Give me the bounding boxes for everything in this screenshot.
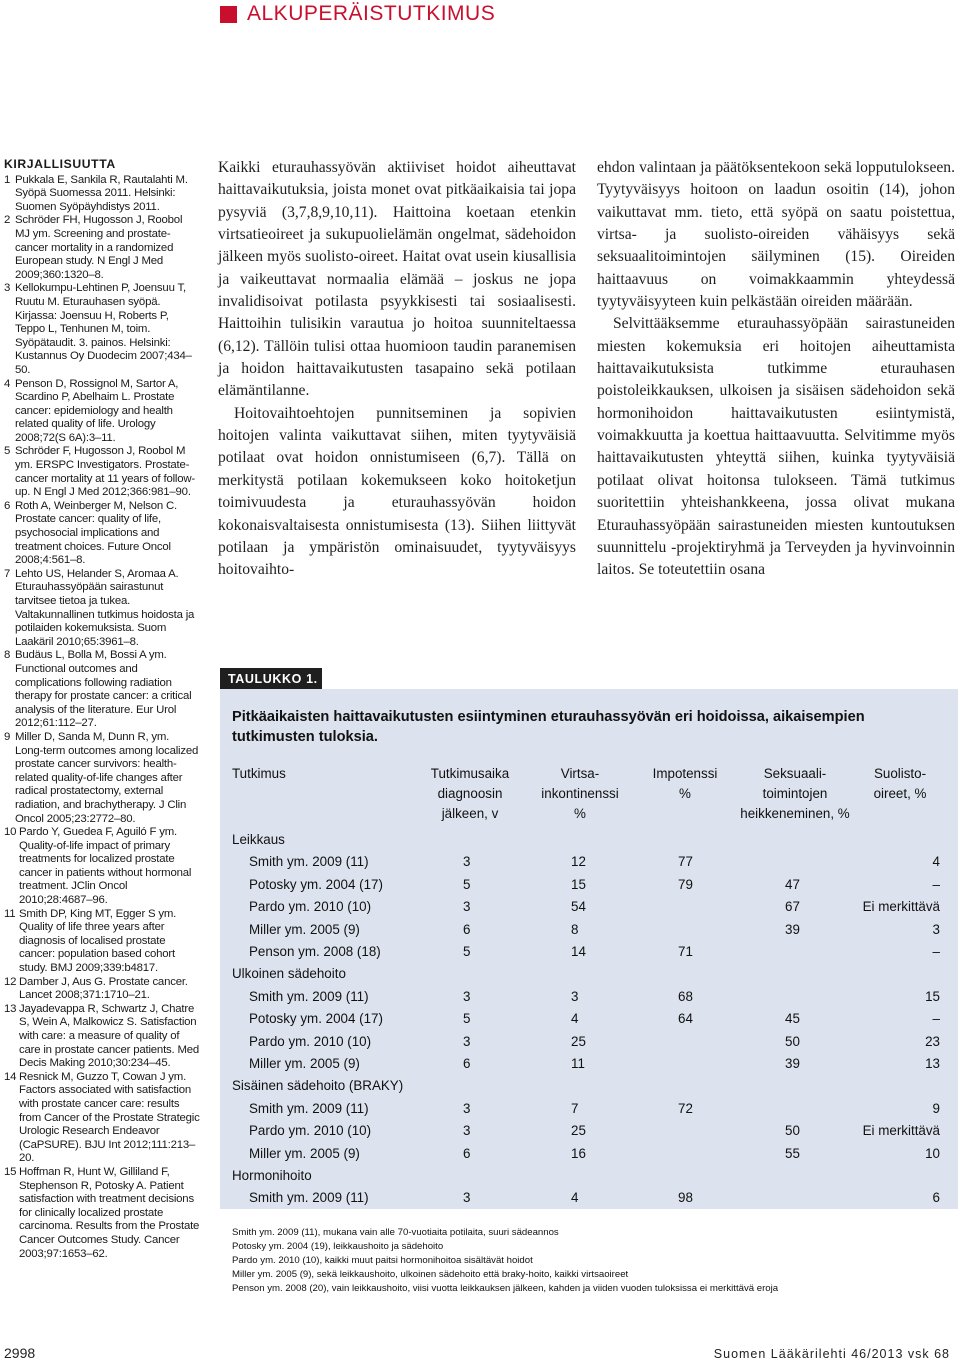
table-notes xyxy=(232,1226,958,1296)
incontinence-cell: 4 xyxy=(571,1011,579,1027)
reference-number: 9 xyxy=(4,730,11,743)
study-cell: Smith ym. 2009 (11) xyxy=(249,1190,369,1206)
table-row xyxy=(0,1054,960,1076)
reference-text: Hoffman R, Hunt W, Gilliland F, Stephenson R, Potosky A. Patient satisfaction with treatment decisions for clinically localized prostate carcinoma. Results from the Prostate Cancer Outcomes Study. Cancer 2003;97:1653–62. xyxy=(19,1165,200,1260)
reference-text: Jayadevappa R, Schwartz J, Chatre S, Wein A, Malkowicz S. Satisfaction with care: a measure of quality of care in prostate cancer patients. Med Decis Making 2010;30:234–45. xyxy=(19,1002,200,1070)
section-label: ALKUPERÄISTUTKIMUS xyxy=(247,2,496,25)
header-line: Virtsa- xyxy=(560,766,600,781)
table-row xyxy=(0,1009,960,1031)
reference-text: Schröder F, Hugosson J, Roobol M ym. ERSPC Investigators. Prostate-cancer mortality at 11 years of follow-up. N Engl J Med 2012;366:981–90. xyxy=(15,445,196,499)
reference-text: Roth A, Weinberger M, Nelson C. Prostate cancer: quality of life, psychosocial implications and treatment choices. Future Oncol 2008;4:561–8. xyxy=(15,499,177,567)
reference-item xyxy=(4,174,200,215)
reference-number: 15 xyxy=(4,1165,17,1178)
header-line: Tutkimus xyxy=(232,766,286,781)
group-label: Hormonihoito xyxy=(232,1168,312,1183)
reference-text: Schröder FH, Hugosson J, Roobol MJ ym. Screening and prostate-cancer mortality in a randomized European study. N Engl J Med 2009;360:1320–8. xyxy=(15,214,183,281)
reference-text: Lehto US, Helander S, Aromaa A. Eturauhassyöpään sairastunut tarvitsee tietoa ja tukea. Valtakunnallinen tutkimus hoidosta ja potilaiden kokemuksista. Suom Laakäril 2010;65:3961–8. xyxy=(15,567,195,648)
reference-item xyxy=(4,568,200,650)
study-cell: Miller ym. 2005 (9) xyxy=(249,921,360,937)
time-cell: 3 xyxy=(463,899,471,915)
table-group-row xyxy=(0,1166,960,1188)
impotence-cell: 68 xyxy=(678,988,693,1004)
study-cell: Smith ym. 2009 (11) xyxy=(249,988,369,1004)
table-row xyxy=(0,987,960,1009)
incontinence-cell: 15 xyxy=(571,876,586,892)
reference-text: Smith DP, King MT, Egger S ym. Quality of life three years after diagnosis of localised prostate cancer: population based cohort study. BMJ 2009;339:b4817. xyxy=(19,907,177,975)
group-label: Leikkaus xyxy=(232,832,285,847)
table-row xyxy=(0,1121,960,1143)
table-row xyxy=(0,1099,960,1121)
bowel-cell: 6 xyxy=(932,1190,940,1206)
incontinence-cell: 4 xyxy=(571,1190,579,1206)
references-heading: KIRJALLISUUTTA xyxy=(4,157,116,171)
bowel-cell: – xyxy=(932,944,940,959)
table-note: Miller ym. 2005 (9), sekä leikkaushoito, ulkoinen sädehoito että braky-hoito, kaikki virtsaoireet xyxy=(232,1269,629,1280)
table-row xyxy=(0,1188,960,1210)
reference-item xyxy=(4,282,200,377)
header-line: Impotenssi xyxy=(652,766,718,781)
header-line: inkontinenssi xyxy=(541,786,619,801)
table-header-time xyxy=(410,764,530,824)
reference-number: 6 xyxy=(4,499,11,512)
header-line: diagnoosin xyxy=(437,786,503,801)
article-column-right xyxy=(597,157,955,582)
sexual-cell: 47 xyxy=(785,876,800,892)
table-group-row xyxy=(0,1076,960,1098)
study-cell: Pardo ym. 2010 (10) xyxy=(249,1033,372,1049)
time-cell: 3 xyxy=(463,988,471,1004)
sexual-cell: 39 xyxy=(785,1056,800,1071)
table-group-row xyxy=(0,830,960,852)
incontinence-cell: 25 xyxy=(571,1123,586,1139)
bowel-cell: Ei merkittävä xyxy=(862,899,940,915)
table-header-incontinence xyxy=(530,764,630,824)
time-cell: 5 xyxy=(463,1011,471,1027)
incontinence-cell: 11 xyxy=(571,1056,585,1071)
study-cell: Smith ym. 2009 (11) xyxy=(249,1100,369,1116)
sexual-cell: 67 xyxy=(785,899,800,915)
reference-text: Damber J, Aus G. Prostate cancer. Lancet 2008;371:1710–21. xyxy=(19,975,188,1002)
table-title: Pitkäaikaisten haittavaikutusten esiintyminen eturauhassyövän eri hoidoissa, aikaisempien tutkimusten tuloksia. xyxy=(232,709,865,745)
table-row xyxy=(0,897,960,919)
reference-text: Penson D, Rossignol M, Sartor A, Scardino P, Abelhaim L. Prostate cancer: epidemiology and health related quality of life. Urology 2008;72(S 6A):3–11. xyxy=(15,377,179,444)
impotence-cell: 64 xyxy=(678,1011,693,1027)
reference-text: Budäus L, Bolla M, Bossi A ym. Functional outcomes and complications following radiation therapy for prostate cancer: a critical analysis of the literature. Eur Urol 2012;61:112–27. xyxy=(15,649,192,730)
reference-number: 11 xyxy=(4,907,16,920)
table-note: Potosky ym. 2004 (19), leikkaushoito ja sädehoito xyxy=(232,1241,444,1252)
time-cell: 5 xyxy=(463,944,471,959)
incontinence-cell: 16 xyxy=(571,1145,586,1161)
study-cell: Pardo ym. 2010 (10) xyxy=(249,899,372,915)
page-number: 2998 xyxy=(4,1345,36,1361)
study-cell: Potosky ym. 2004 (17) xyxy=(249,1011,383,1027)
study-cell: Pardo ym. 2010 (10) xyxy=(249,1123,372,1139)
study-cell: Potosky ym. 2004 (17) xyxy=(249,876,383,892)
bowel-cell: Ei merkittävä xyxy=(862,1123,940,1139)
incontinence-cell: 54 xyxy=(571,899,586,915)
bowel-cell: – xyxy=(932,876,940,892)
bowel-cell: 4 xyxy=(932,854,940,870)
study-cell: Miller ym. 2005 (9) xyxy=(249,1056,360,1071)
bowel-cell: – xyxy=(932,1011,940,1027)
reference-item xyxy=(4,649,200,731)
reference-item xyxy=(4,731,200,826)
reference-number: 4 xyxy=(4,377,11,390)
table-row xyxy=(0,852,960,874)
reference-number: 13 xyxy=(4,1002,17,1015)
reference-text: Pardo Y, Guedea F, Aguiló F ym. Quality-of-life impact of primary treatments for localized prostate cancer in patients without hormonal treatment. JClin Oncol 2010;28:4687–96. xyxy=(19,826,192,907)
time-cell: 3 xyxy=(463,1190,471,1206)
reference-number: 12 xyxy=(4,975,17,988)
study-cell: Penson ym. 2008 (18) xyxy=(249,944,381,959)
impotence-cell: 77 xyxy=(678,854,693,870)
study-cell: Miller ym. 2005 (9) xyxy=(249,1145,360,1161)
impotence-cell: 79 xyxy=(678,876,693,892)
table-header-impotence xyxy=(640,764,730,804)
table-header-bowel xyxy=(860,764,940,804)
header-line: heikkeneminen, % xyxy=(740,806,850,821)
table-header-study xyxy=(232,764,286,784)
header-line: Tutkimusaika xyxy=(430,766,510,781)
sexual-cell: 50 xyxy=(785,1033,800,1049)
reference-text: Kellokumpu-Lehtinen P, Joensuu T, Ruutu M. Eturauhasen syöpä. Kirjassa: Joensuu H, Roberts P, Teppo L, Tenhunen M, toim. Syöpätaudit. 3. painos. Helsinki: Kustannus Oy Duodecim 2007;434–50. xyxy=(15,282,192,376)
table-row xyxy=(0,1032,960,1054)
paragraph: Selvittääksemme eturauhassyöpään sairastuneiden miesten kokemuksia eri hoitojen aiheuttamista haittavaikutuksista tutkimme eturauhasen poistoleikkauksen, ulkoisen ja sisäisen sädehoidon sekä hormonihoidon haittavaikutusten esiintymistä, voimakkuutta ja koettua haittaavuutta. Selvitimme myös haittavaikutusten yhteyttä siihen, kuinka tyytyväisiä potilaat olivat hoitonsa tulokseen. Tämä tutkimus suoritettiin yhteishankkeena, jossa olivat mukana Eturauhassyöpään sairastuneiden miesten kuntoutuksen suunnittelu -projektiryhmä ja Terveyden ja hyvinvoinnin laitos. Se toteutettiin osana xyxy=(597,315,955,579)
reference-number: 3 xyxy=(4,282,11,295)
reference-number: 10 xyxy=(4,826,17,839)
bowel-cell: 10 xyxy=(925,1145,940,1161)
incontinence-cell: 7 xyxy=(571,1100,579,1116)
bowel-cell: 13 xyxy=(925,1056,940,1071)
time-cell: 3 xyxy=(463,1123,471,1139)
reference-number: 14 xyxy=(4,1070,17,1083)
bowel-cell: 9 xyxy=(932,1100,940,1116)
time-cell: 3 xyxy=(463,854,471,870)
incontinence-cell: 12 xyxy=(571,854,586,870)
reference-item xyxy=(4,445,200,499)
time-cell: 5 xyxy=(463,876,471,892)
reference-number: 2 xyxy=(4,214,11,227)
paragraph: Hoitovaihtoehtojen punnitseminen ja sopivien hoitojen valinta vaikuttavat siihen, miten tyytyväisiä potilaat ovat hoidon onnistumiseen (6,7). Tällä on merkitystä potilaan kokemukseen koko hoitoketjun toimivuudesta ja eturauhassyövän hoidon kokonaisvaltaisesta onnistumisesta (13). Siihen liittyvät potilaan ja ympäristön ominaisuudet, tyytyväisyys hoitovaihto- xyxy=(218,404,576,579)
impotence-cell: 98 xyxy=(678,1190,693,1206)
reference-number: 7 xyxy=(4,567,11,580)
time-cell: 6 xyxy=(463,1056,471,1071)
article-column-middle xyxy=(218,157,576,582)
header-line: Suolisto- xyxy=(873,766,927,781)
paragraph: Kaikki eturauhassyövän aktiiviset hoidot aiheuttavat haittavaikutuksia, joista monet ovat pitkäaikaisia tai jopa pysyviä (3,7,8,9,10,11). Haittoina koetaan etenkin virtsatieoireet ja sukupuolielämän ongelmat, sädehoidon jälkeen myös suolisto-oireet. Haitat ovat usein kiusallisia ja vaikeuttavat normaalia elämää – joskus ne jopa invalidisoivat potilasta psyykkisesti tai sosiaalisesti. Haittoihin tulisikin varautua jo hoitoa suunniteltaessa (6,12). Tällöin tulisi ottaa huomioon taudin paranemisen ja hoidon haittavaikutusten tasapaino sekä potilaan elämäntilanne. xyxy=(218,159,576,400)
time-cell: 3 xyxy=(463,1033,471,1049)
table-tag: TAULUKKO 1. xyxy=(220,668,322,689)
table-group-row xyxy=(0,964,960,986)
header-line: Seksuaali- xyxy=(763,766,827,781)
header-line: toimintojen xyxy=(762,786,828,801)
study-cell: Smith ym. 2009 (11) xyxy=(249,854,369,870)
header-line: oireet, % xyxy=(873,786,927,801)
group-label: Ulkoinen sädehoito xyxy=(232,966,346,982)
table-row xyxy=(0,875,960,897)
reference-number: 5 xyxy=(4,445,11,458)
incontinence-cell: 14 xyxy=(571,944,586,959)
table-note: Pardo ym. 2010 (10), kaikki muut paitsi hormonihoitoa sisältävät hoidot xyxy=(232,1255,533,1266)
reference-item xyxy=(4,500,200,568)
table-note: Smith ym. 2009 (11), mukana vain alle 70-vuotiaita potilaita, suuri sädeannos xyxy=(232,1227,559,1238)
header-line: jälkeen, v xyxy=(441,806,499,821)
bowel-cell: 23 xyxy=(925,1033,940,1049)
reference-item xyxy=(4,214,200,282)
time-cell: 3 xyxy=(463,1100,471,1116)
group-label: Sisäinen sädehoito (BRAKY) xyxy=(232,1078,404,1094)
bowel-cell: 3 xyxy=(932,921,940,937)
header-line: % xyxy=(574,806,586,821)
reference-text: Miller D, Sanda M, Dunn R, ym. Long-term outcomes among localized prostate cancer survivors: health-related quality-of-life changes after radical prostatectomy, external radiation, and brachytherapy. J Clin Oncol 2005;23:2772–80. xyxy=(15,730,199,825)
reference-number: 1 xyxy=(4,173,11,186)
header-line: % xyxy=(679,786,691,801)
incontinence-cell: 8 xyxy=(571,921,579,937)
impotence-cell: 72 xyxy=(678,1100,693,1116)
paragraph: ehdon valintaan ja päätöksentekoon sekä lopputulokseen. Tyytyväisyys hoitoon on laadun osoitin (14), johon vaikuttavat mm. tieto, että syöpä on saatu poistettua, virtsa- ja suolisto-oireiden vähäisyys sekä seksuaalitoimintojen säilyminen (15). Oireiden haittaavuus on voimakkaammin yhteydessä tyytyväisyyteen kuin pelkästään oireiden määrään. xyxy=(597,159,955,311)
table-row xyxy=(0,942,960,964)
table-row xyxy=(0,920,960,942)
table-header-sexual xyxy=(735,764,855,824)
time-cell: 6 xyxy=(463,1145,471,1161)
sexual-cell: 50 xyxy=(785,1123,800,1139)
sexual-cell: 55 xyxy=(785,1145,800,1161)
section-header xyxy=(220,2,495,26)
reference-item xyxy=(4,378,200,446)
sexual-cell: 45 xyxy=(785,1011,800,1027)
bowel-cell: 15 xyxy=(925,988,940,1004)
section-square-icon xyxy=(220,6,237,23)
reference-text: Resnick M, Guzzo T, Cowan J ym. Factors associated with satisfaction with prostate cancer care: results from Cancer of the Prostate Strategic Urologic Research Endeavor (CaPSURE). BJU Int 2012;111:213–20. xyxy=(19,1070,200,1165)
impotence-cell: 71 xyxy=(678,944,693,959)
sexual-cell: 39 xyxy=(785,921,800,937)
table-row xyxy=(0,1144,960,1166)
reference-number: 8 xyxy=(4,649,11,662)
table-note: Penson ym. 2008 (20), vain leikkaushoito, viisi vuotta leikkauksen jälkeen, kahden ja viiden vuoden tuloksissa ei merkittävä eroja xyxy=(232,1283,779,1294)
time-cell: 6 xyxy=(463,921,471,937)
journal-name: Suomen Lääkärilehti 46/2013 vsk 68 xyxy=(713,1347,950,1361)
incontinence-cell: 25 xyxy=(571,1033,586,1049)
reference-text: Pukkala E, Sankila R, Rautalahti M. Syöpä Suomessa 2011. Helsinki: Suomen Syöpäyhdistys 2011. xyxy=(15,173,188,213)
incontinence-cell: 3 xyxy=(571,988,579,1004)
